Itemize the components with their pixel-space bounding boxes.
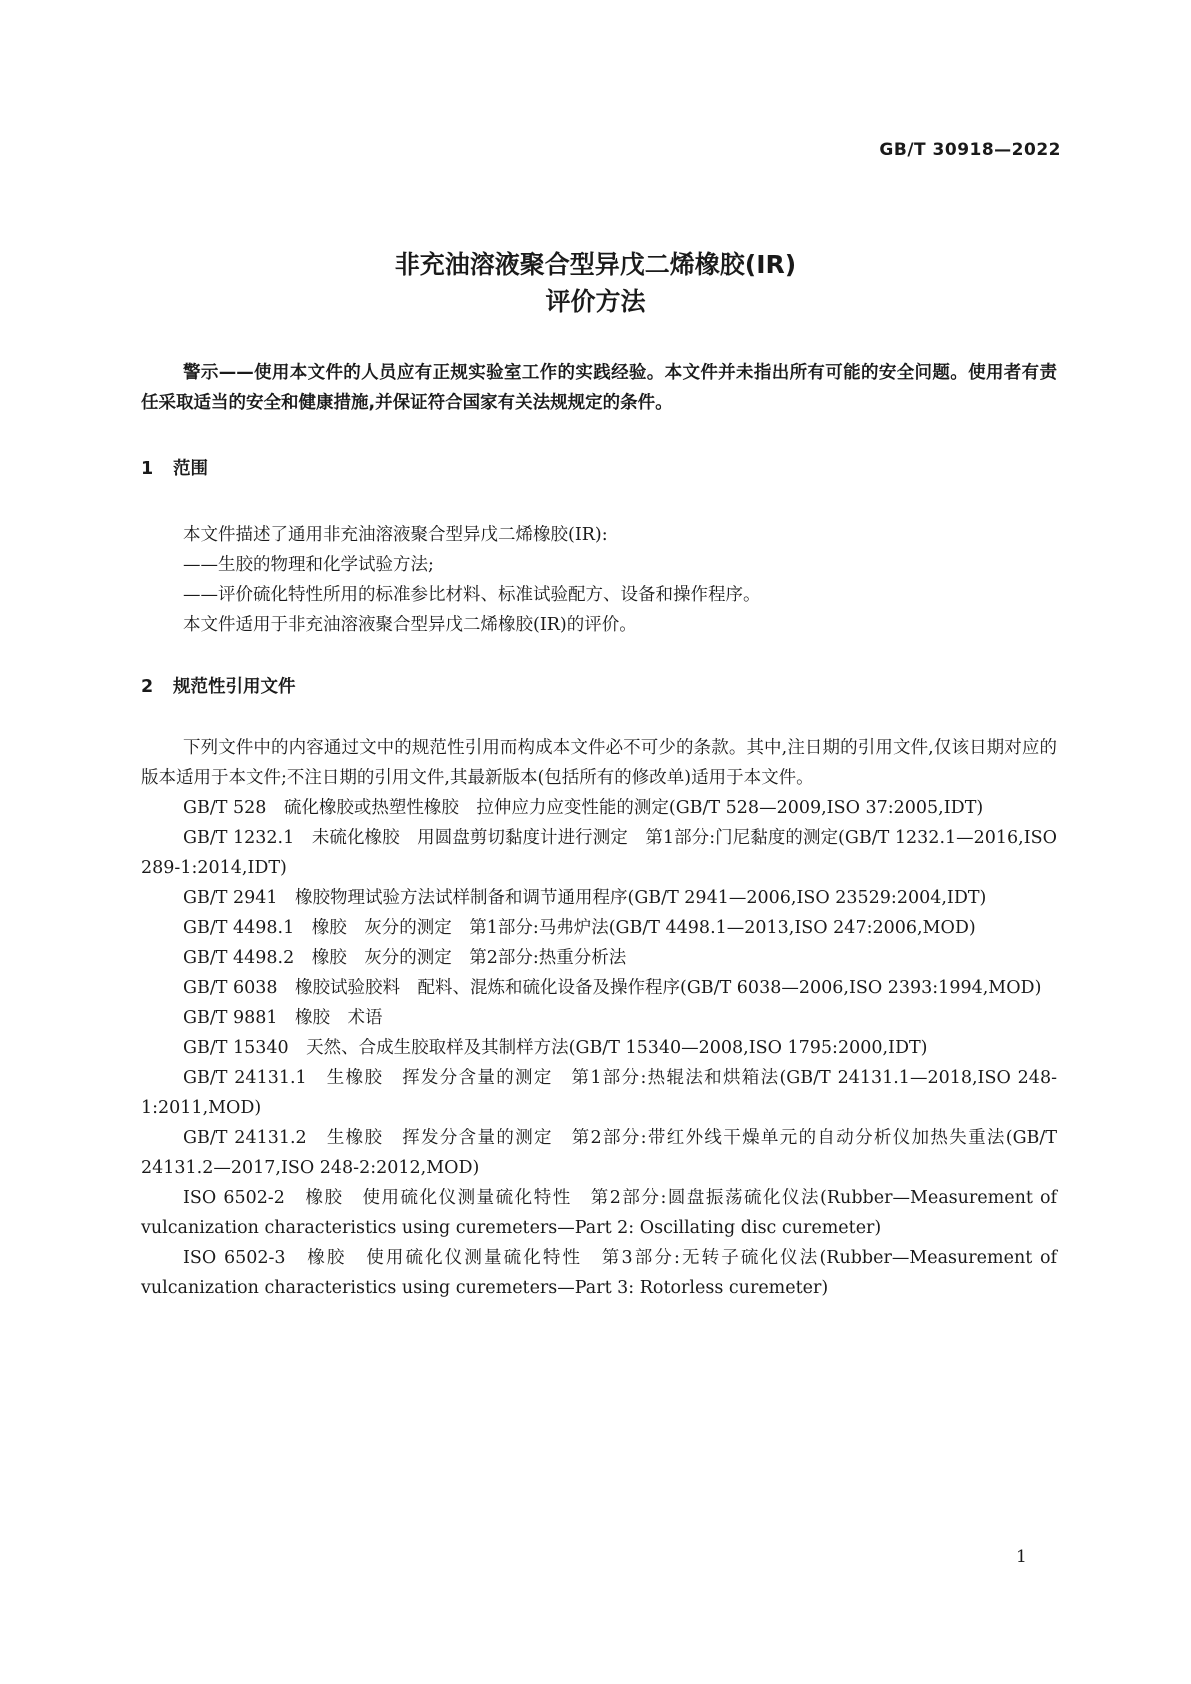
section-title: 范围 — [173, 459, 208, 479]
paragraph: 下列文件中的内容通过文中的规范性引用而构成本文件必不可少的条款。其中,注日期的引用文件,仅该日期对应的版本适用于本文件;不注日期的引用文件,其最新版本(包括所有的修改单)适用于本文件。 — [141, 738, 1057, 788]
list-item: ——生胶的物理和化学试验方法; — [183, 555, 434, 575]
references-section — [141, 733, 1057, 1303]
reference-item: ISO 6502-2 橡胶 使用硫化仪测量硫化特性 第2部分:圆盘振荡硫化仪法(Rubber—Measurement of vulcanization characteristics using curemeters—Part 2: Oscillating disc curemeter) — [141, 1188, 1057, 1238]
list-item: ——评价硫化特性所用的标准参比材料、标准试验配方、设备和操作程序。 — [183, 585, 761, 605]
reference-item: GB/T 528 硫化橡胶或热塑性橡胶 拉伸应力应变性能的测定(GB/T 528—2009,ISO 37:2005,IDT) — [183, 798, 984, 818]
section-heading-scope — [141, 455, 208, 480]
scope-section — [141, 520, 1057, 640]
document-subtitle: 评价方法 — [545, 287, 646, 316]
paragraph: 本文件适用于非充油溶液聚合型异戊二烯橡胶(IR)的评价。 — [183, 615, 637, 635]
warning-notice: 警示——使用本文件的人员应有正规实验室工作的实践经验。本文件并未指出所有可能的安全问题。使用者有责任采取适当的安全和健康措施,并保证符合国家有关法规规定的条件。 — [141, 363, 1057, 413]
reference-item: GB/T 24131.2 生橡胶 挥发分含量的测定 第2部分:带红外线干燥单元的自动分析仪加热失重法(GB/T 24131.2—2017,ISO 248-2:2012,MOD) — [141, 1128, 1057, 1178]
section-number: 2 — [141, 677, 154, 697]
reference-item: GB/T 24131.1 生橡胶 挥发分含量的测定 第1部分:热辊法和烘箱法(GB/T 24131.1—2018,ISO 248-1:2011,MOD) — [141, 1068, 1057, 1118]
paragraph: 本文件描述了通用非充油溶液聚合型异戊二烯橡胶(IR): — [183, 525, 608, 545]
reference-item: GB/T 2941 橡胶物理试验方法试样制备和调节通用程序(GB/T 2941—2006,ISO 23529:2004,IDT) — [183, 888, 987, 908]
standard-code: GB/T 30918—2022 — [879, 140, 1061, 160]
reference-item: GB/T 15340 天然、合成生胶取样及其制样方法(GB/T 15340—2008,ISO 1795:2000,IDT) — [183, 1038, 928, 1058]
section-heading-normative-references — [141, 673, 296, 698]
section-title: 规范性引用文件 — [173, 677, 296, 697]
document-title: 非充油溶液聚合型异戊二烯橡胶(IR) — [394, 250, 797, 279]
section-number: 1 — [141, 459, 154, 479]
reference-item: ISO 6502-3 橡胶 使用硫化仪测量硫化特性 第3部分:无转子硫化仪法(Rubber—Measurement of vulcanization characteristics using curemeters—Part 3: Rotorless curemeter) — [141, 1248, 1057, 1298]
reference-item: GB/T 9881 橡胶 术语 — [183, 1008, 383, 1028]
reference-item: GB/T 4498.2 橡胶 灰分的测定 第2部分:热重分析法 — [183, 948, 627, 968]
page-number: 1 — [1016, 1547, 1027, 1567]
reference-item: GB/T 6038 橡胶试验胶料 配料、混炼和硫化设备及操作程序(GB/T 6038—2006,ISO 2393:1994,MOD) — [183, 978, 1042, 998]
reference-item: GB/T 1232.1 未硫化橡胶 用圆盘剪切黏度计进行测定 第1部分:门尼黏度的测定(GB/T 1232.1—2016,ISO 289-1:2014,IDT) — [141, 828, 1057, 878]
reference-item: GB/T 4498.1 橡胶 灰分的测定 第1部分:马弗炉法(GB/T 4498.1—2013,ISO 247:2006,MOD) — [183, 918, 976, 938]
